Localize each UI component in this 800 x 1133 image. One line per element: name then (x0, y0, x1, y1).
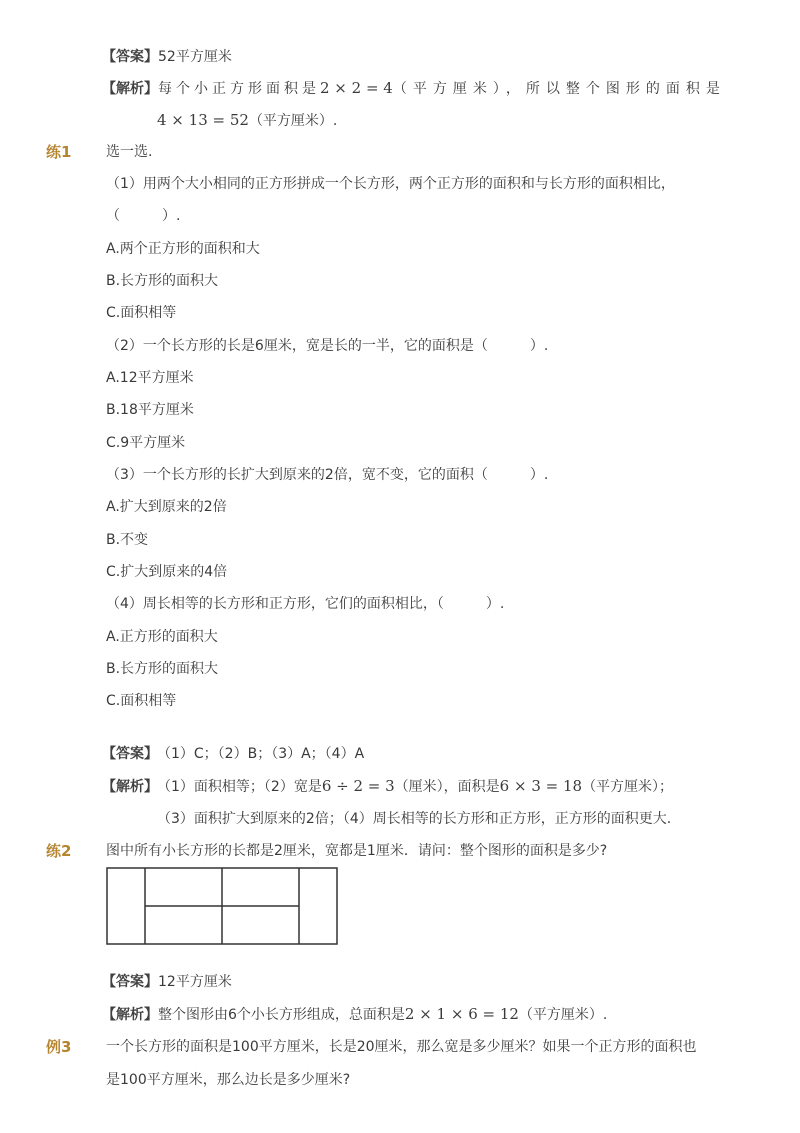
exercise-label: 练1 (46, 143, 72, 161)
rectangle-figure (106, 867, 339, 946)
explanation-tag: 【解析】 (102, 779, 158, 795)
subquestion-2: （2）一个长方形的长是6厘米，宽是长的一半，它的面积是（ ）. (106, 338, 549, 354)
option: C.9平方厘米 (106, 435, 186, 451)
explanation-text: （平方厘米），所以整个图形的面积是 (392, 81, 726, 97)
answer-block (102, 47, 232, 67)
explanation-line (102, 1004, 607, 1025)
option: B.18平方厘米 (106, 402, 194, 418)
explanation-text: 整个图形由6个小长方形组成，总面积是 (158, 1007, 405, 1023)
answer-blank: （ ）. (106, 208, 181, 224)
explanation-text: （平方厘米）； (582, 779, 674, 795)
explanation-text: 每个小正方形面积是 (158, 81, 320, 97)
answer-tag: 【答案】 (102, 49, 158, 65)
explanation-text: （平方厘米）. (248, 113, 338, 129)
exercise-label: 练2 (46, 842, 72, 860)
subquestion-3: （3）一个长方形的长扩大到原来的2倍，宽不变，它的面积（ ）. (106, 467, 549, 483)
option: A.正方形的面积大 (106, 629, 218, 645)
answer-text: 52平方厘米 (158, 49, 232, 65)
option: A.扩大到原来的2倍 (106, 499, 227, 515)
math-expression: 6 × 3 = 18 (499, 777, 583, 795)
explanation-text: （厘米），面积是 (394, 779, 500, 795)
answer-block (102, 744, 364, 764)
option: C.面积相等 (106, 305, 177, 321)
subquestion-1: （1）用两个大小相同的正方形拼成一个长方形，两个正方形的面积和与长方形的面积相比， (106, 176, 675, 192)
option: C.面积相等 (106, 693, 177, 709)
explanation-line: （3）面积扩大到原来的2倍；（4）周长相等的长方形和正方形，正方形的面积更大. (157, 811, 672, 827)
answer-text: （1）C；（2）B；（3）A；（4）A (164, 746, 365, 762)
example-text: 是100平方厘米，那么边长是多少厘米? (106, 1072, 351, 1088)
answer-block (102, 972, 232, 992)
option: B.长方形的面积大 (106, 661, 219, 677)
answer-text: 12平方厘米 (158, 974, 232, 990)
explanation-text: （平方厘米）. (518, 1007, 608, 1023)
subquestion-4: （4）周长相等的长方形和正方形，它们的面积相比，（ ）. (106, 596, 505, 612)
math-expression: 4 × 13 = 52 (157, 111, 249, 129)
exercise-stem: 图中所有小长方形的长都是2厘米，宽都是1厘米．请问：整个图形的面积是多少? (106, 843, 608, 859)
explanation-line (102, 776, 673, 797)
math-expression: 2 × 2 = 4 (320, 79, 393, 97)
option: A.12平方厘米 (106, 370, 194, 386)
math-expression: 6 ÷ 2 = 3 (321, 777, 395, 795)
option: A.两个正方形的面积和大 (106, 241, 260, 257)
exercise-stem: 选一选. (106, 144, 153, 160)
explanation-line (157, 110, 337, 131)
answer-tag: 【答案】 (102, 746, 158, 762)
example-text: 一个长方形的面积是100平方厘米，长是20厘米，那么宽是多少厘米？如果一个正方形的面积也 (106, 1039, 697, 1055)
option: B.不变 (106, 532, 149, 548)
explanation-text: （1）面积相等；（2）宽是 (164, 779, 322, 795)
explanation-tag: 【解析】 (102, 1007, 158, 1023)
explanation-tag: 【解析】 (102, 81, 158, 97)
option: C.扩大到原来的4倍 (106, 564, 228, 580)
explanation-line (102, 78, 726, 99)
example-label: 例3 (46, 1038, 72, 1056)
math-expression: 2 × 1 × 6 = 12 (404, 1005, 519, 1023)
option: B.长方形的面积大 (106, 273, 219, 289)
answer-tag: 【答案】 (102, 974, 158, 990)
